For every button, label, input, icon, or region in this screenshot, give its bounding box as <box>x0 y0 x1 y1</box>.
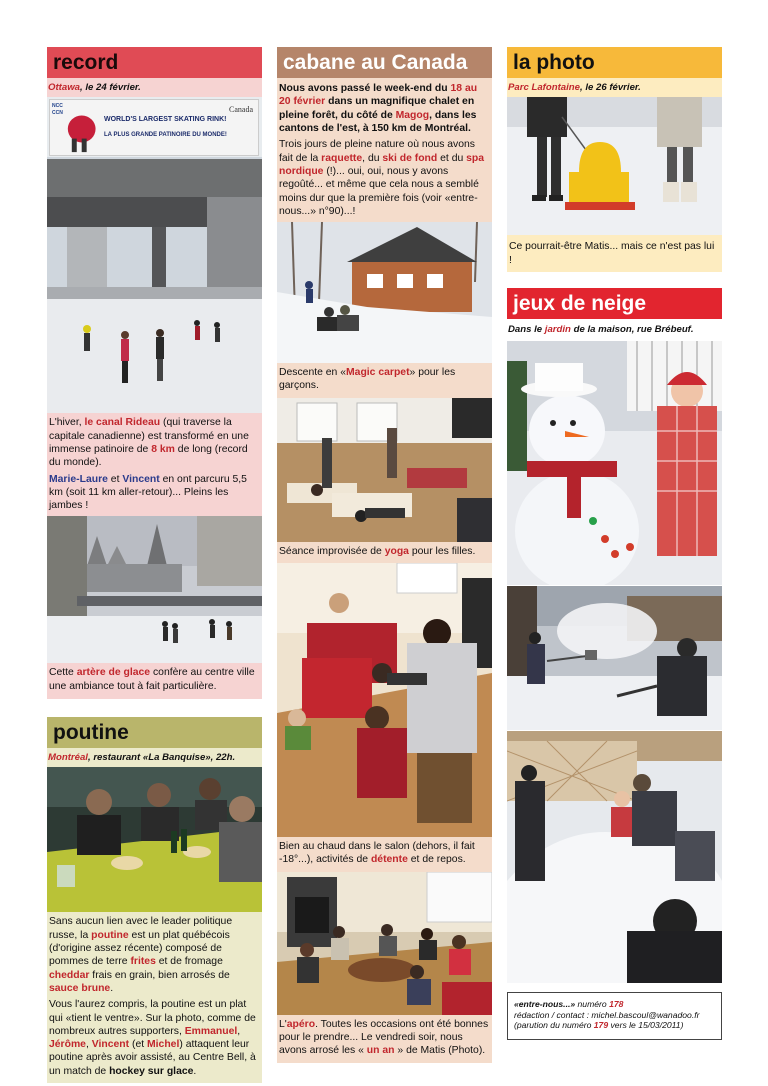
column-right <box>507 47 722 983</box>
caption-apero: L'apéro. Toutes les occasions ont été bonnes pour le prendre... Le vendredi soir, nous avons arrosé les « un an » de Matis (Photo). <box>279 1018 489 1057</box>
poutine-paragraph-2: Vous l'aurez compris, la poutine est un plat qui «tient le ventre». Sur la photo, comme de nombreux autres supporters, Emmanuel, Jérôme, Vincent (et Michel) attaquent leur poutine après avoir assisté, au Centre Bell, à un match de hockey sur glace. <box>49 999 256 1077</box>
column-middle <box>277 47 492 1063</box>
poutine-place: Montréal <box>48 752 88 764</box>
cabane-header: cabane au Canada <box>277 47 492 78</box>
record-paragraph-1: L'hiver, le canal Rideau (qui traverse la capitale canadienne) est transformé en une immense patinoire de 8 km de long (record du monde). <box>49 417 249 469</box>
photo-place: Parc Lafontaine <box>508 82 580 93</box>
banner-line-french: LA PLUS GRANDE PATINOIRE DU MONDE! <box>104 132 227 139</box>
record-date: , le 24 février. <box>80 82 141 93</box>
poutine-header: poutine <box>47 717 262 748</box>
record-paragraph-2: Marie-Laure et Vincent en ont parcuru 5,5 km (soit 11 km aller-retour)... Pleins les jambes ! <box>49 473 247 512</box>
cabane-photo-chalet <box>277 222 492 363</box>
record-place: Ottawa <box>48 82 80 93</box>
photo-header: la photo <box>507 47 722 78</box>
footer-next-issue-line: (parution du numéro 179 vers le 15/03/2011) <box>514 1020 684 1031</box>
photo-subheading <box>507 78 722 97</box>
banner-canada-wordmark: Canada <box>229 105 253 115</box>
cabane-photo-yoga <box>277 398 492 542</box>
cabane-caption-3 <box>277 837 492 872</box>
poutine-photo <box>47 767 262 912</box>
record-caption <box>47 663 262 699</box>
photo-caption-text: Ce pourrait-être Matis... mais ce n'est pas lui ! <box>509 241 715 266</box>
record-subheading <box>47 78 262 97</box>
record-paragraph-3: Cette artère de glace confère au centre ville une ambiance tout à fait particulière. <box>49 667 255 692</box>
caption-salon: Bien au chaud dans le salon (dehors, il fait -18°...), activités de détente et de repos. <box>279 841 475 866</box>
cabane-intro <box>277 78 492 222</box>
jeux-photo-snowman <box>507 341 722 585</box>
photo-sled <box>507 97 722 235</box>
poutine-paragraph-1: Sans aucun lien avec le leader politique russe, la poutine est un plat québécois (d'origine assez récente) composé de pommes de terre frites et de fromage cheddar frais en grain, bien arrosés de sauce brune. <box>49 916 233 994</box>
poutine-subheading <box>47 748 262 767</box>
cabane-caption-1 <box>277 363 492 398</box>
poutine-venue: , restaurant «La Banquise», 22h. <box>87 752 236 764</box>
cabane-paragraph-2: Trois jours de pleine nature où nous avons fait de la raquette, du ski de fond et du spa nordique (!)... oui, oui, nous y avons regoûté... et même que cela nous a semblé moins dur que la première fois (voir «entre-nous...» n°90)...! <box>279 139 485 217</box>
record-text <box>47 413 262 516</box>
caption-yoga: Séance improvisée de yoga pour les filles. <box>279 545 476 557</box>
footer-issue-line: «entre-nous...» numéro 178 <box>514 999 624 1009</box>
record-header: record <box>47 47 262 78</box>
record-photo-2 <box>47 516 262 663</box>
jeux-photo-shovel <box>507 586 722 730</box>
jeux-place: jardin <box>544 323 571 335</box>
cabane-photo-apero <box>277 872 492 1015</box>
jeux-photo-snowfort <box>507 731 722 983</box>
cabane-intro-paragraph: Nous avons passé le week-end du 18 au 20 février dans un magnifique chalet en pleine forêt, du côté de Magog, dans les cantons de l'est, à 150 km de Montréal. <box>279 83 478 134</box>
photo-caption <box>507 235 722 272</box>
column-left <box>47 47 262 1083</box>
photo-date: , le 26 février. <box>579 82 641 93</box>
cabane-caption-4 <box>277 1015 492 1063</box>
footer-contact-line: rédaction / contact : michel.bascoul@wanadoo.fr <box>514 1009 700 1020</box>
cabane-caption-2 <box>277 542 492 563</box>
poutine-text <box>47 912 262 1083</box>
jeux-subheading: Dans le jardin de la maison, rue Brébeuf. <box>508 323 694 335</box>
banner-line-english: WORLD'S LARGEST SKATING RINK! <box>104 116 227 124</box>
cabane-photo-salon <box>277 563 492 837</box>
caption-magic-carpet: Descente en «Magic carpet» pour les garçons. <box>279 367 456 392</box>
record-photo-1 <box>47 97 262 413</box>
newsletter-footer <box>507 992 722 1040</box>
skating-rink-banner <box>49 99 259 156</box>
banner-ncc-logo: NCC CCN <box>52 103 63 116</box>
jeux-header: jeux de neige <box>507 288 722 319</box>
